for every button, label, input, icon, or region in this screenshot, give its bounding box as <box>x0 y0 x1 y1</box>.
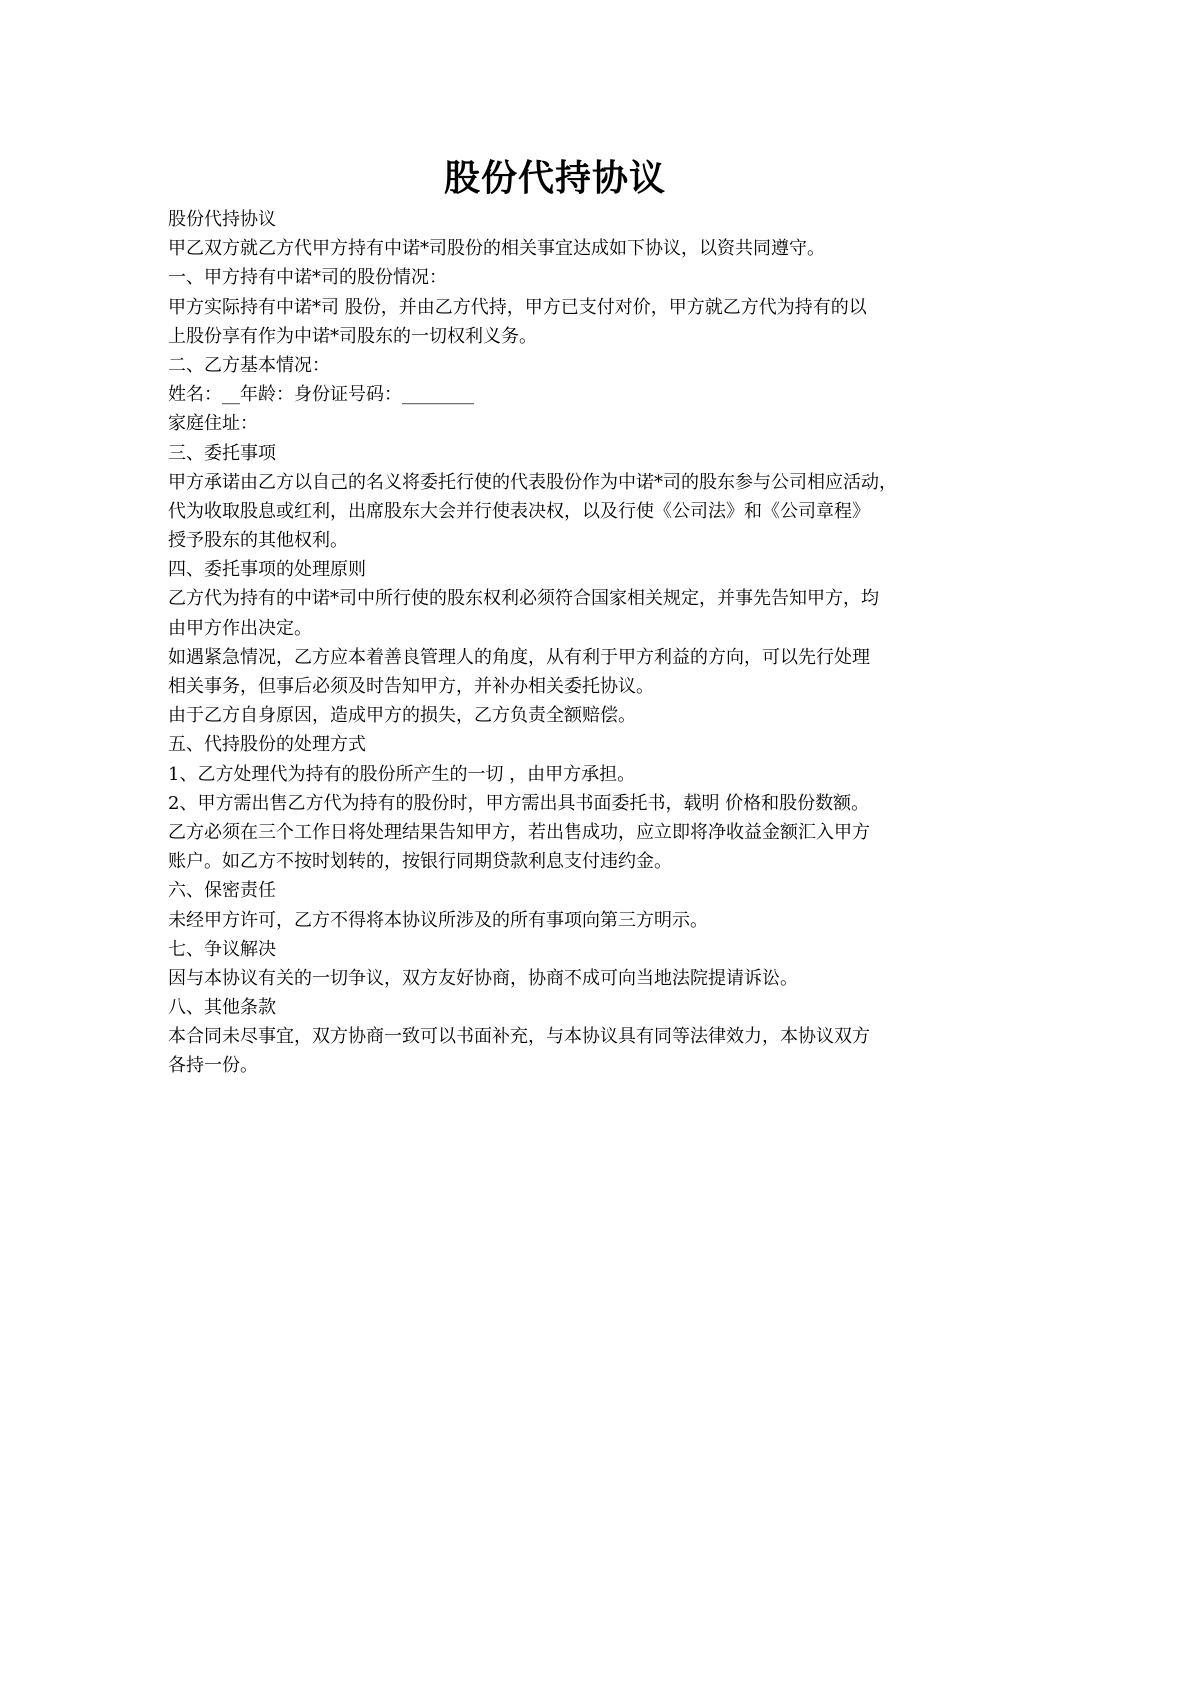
document-body <box>168 205 968 1081</box>
text-line: 因与本协议有关的一切争议，双方友好协商，协商不成可向当地法院提请诉讼。 <box>168 967 798 989</box>
text-line: 六、保密责任 <box>168 880 276 902</box>
text-line: 本合同未尽事宜，双方协商一致可以书面补充，与本协议具有同等法律效力，本协议双方 <box>168 1026 870 1048</box>
text-line: 如遇紧急情况，乙方应本着善良管理人的角度，从有利于甲方利益的方向，可以先行处理 <box>168 646 870 668</box>
text-line: 上股份享有作为中诺*司股东的一切权利义务。 <box>168 325 537 347</box>
text-line: 股份代持协议 <box>168 209 276 230</box>
text-line: 相关事务，但事后必须及时告知甲方，并补办相关委托协议。 <box>168 676 654 697</box>
text-line: 七、争议解决 <box>168 938 276 960</box>
text-line: 姓名：__年龄：身份证号码：________ <box>168 384 474 406</box>
text-line: 授予股东的其他权利。 <box>168 530 348 552</box>
text-line: 各持一份。 <box>168 1055 258 1077</box>
text-line: 八、其他条款 <box>168 997 276 1019</box>
text-line: 1、乙方处理代为持有的股份所产生的一切 ，由甲方承担。 <box>168 763 636 785</box>
text-line: 三、委托事项 <box>168 442 276 464</box>
text-line: 2、甲方需出售乙方代为持有的股份时，甲方需出具书面委托书，载明 价格和股份数额。 <box>168 792 870 814</box>
document-title: 股份代持协议 <box>443 157 666 199</box>
text-line: 未经甲方许可，乙方不得将本协议所涉及的所有事项向第三方明示。 <box>168 909 708 931</box>
text-line: 账户。如乙方不按时划转的，按银行同期贷款利息支付违约金。 <box>168 851 672 873</box>
text-line: 二、乙方基本情况： <box>168 354 330 376</box>
text-line: 家庭住址： <box>168 413 258 435</box>
text-line: 五、代持股份的处理方式 <box>168 734 366 756</box>
text-line: 乙方必须在三个工作日将处理结果告知甲方，若出售成功，应立即将净收益金额汇入甲方 <box>168 821 870 843</box>
text-line: 代为收取股息或红利，出席股东大会并行使表决权，以及行使《公司法》和《公司章程》 <box>168 500 870 522</box>
text-line: 甲乙双方就乙方代甲方持有中诺*司股份的相关事宜达成如下协议，以资共同遵守。 <box>168 238 825 260</box>
text-line: 甲方承诺由乙方以自己的名义将委托行使的代表股份作为中诺*司的股东参与公司相应活动， <box>168 471 897 493</box>
text-line: 乙方代为持有的中诺*司中所行使的股东权利必须符合国家相关规定，并事先告知甲方，均 <box>168 588 879 610</box>
text-line: 四、委托事项的处理原则 <box>168 559 366 581</box>
text-line: 由甲方作出决定。 <box>168 617 312 639</box>
text-line: 一、甲方持有中诺*司的股份情况： <box>168 267 447 289</box>
text-line: 甲方实际持有中诺*司 股份，并由乙方代持，甲方已支付对价，甲方就乙方代为持有的以 <box>168 296 867 318</box>
text-line: 由于乙方自身原因，造成甲方的损失，乙方负责全额赔偿。 <box>168 705 636 727</box>
